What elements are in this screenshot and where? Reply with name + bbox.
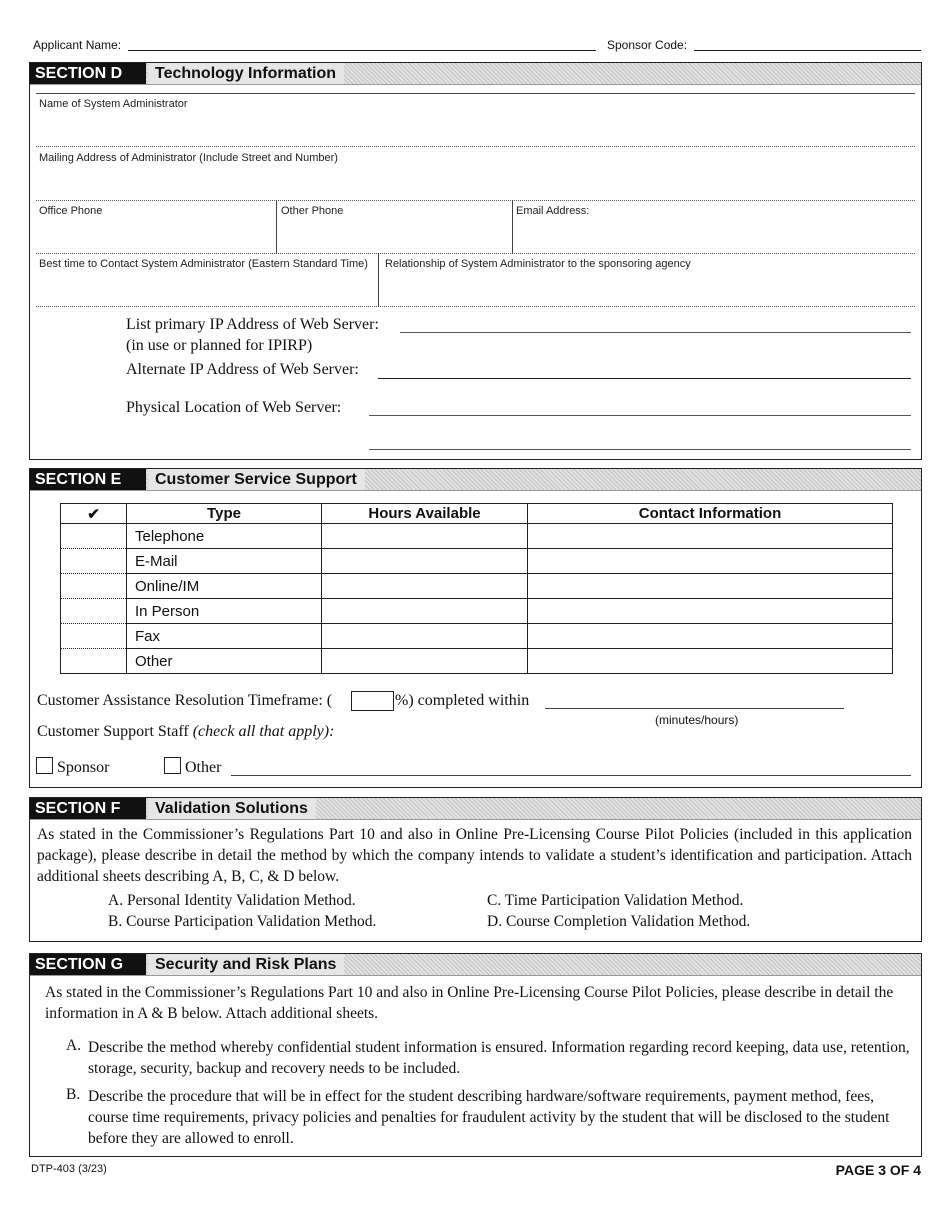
location-label: Physical Location of Web Server: (126, 399, 342, 416)
security-item-b: Describe the procedure that will be in effect for the student describing hardware/software requirements, payment method, fees, course time requirements, privacy policies and penalties for fraudulent activity by the student that will be disclosed to the student before they are allowed to enroll. (88, 1088, 890, 1147)
table-row (61, 574, 893, 599)
hours-cell[interactable] (322, 524, 528, 549)
section-d-header (30, 63, 921, 85)
section-e-header (30, 469, 921, 491)
row-checkbox-cell[interactable] (61, 574, 127, 599)
contact-column-header: Contact Information (528, 504, 893, 524)
timeframe-percent-box[interactable] (351, 691, 394, 711)
check-column-header: ✔ (61, 504, 127, 524)
row-checkbox-cell[interactable] (61, 549, 127, 574)
alternate-ip-field[interactable] (378, 378, 911, 379)
type-column-header: Type (127, 504, 322, 524)
table-row (61, 649, 893, 674)
table-row (61, 624, 893, 649)
contact-cell[interactable] (528, 624, 893, 649)
sponsor-option-label: Sponsor (57, 759, 110, 776)
validation-item-c: C. Time Participation Validation Method. (487, 892, 744, 909)
type-cell: Fax (127, 624, 322, 649)
timeframe-prefix: Customer Assistance Resolution Timeframe: ( (37, 692, 333, 709)
hours-column-header: Hours Available (322, 504, 528, 524)
contact-cell[interactable] (528, 599, 893, 624)
sponsor-option[interactable] (36, 757, 109, 777)
page-number: PAGE 3 OF 4 (835, 1162, 921, 1178)
type-cell: E-Mail (127, 549, 322, 574)
hours-cell[interactable] (322, 574, 528, 599)
applicant-name-field[interactable] (128, 50, 596, 51)
support-staff-note: (check all that apply): (192, 723, 335, 740)
hours-cell[interactable] (322, 649, 528, 674)
hours-cell[interactable] (322, 624, 528, 649)
section-g-code: SECTION G (30, 954, 146, 975)
sponsor-checkbox[interactable] (36, 757, 53, 774)
row-checkbox-cell[interactable] (61, 599, 127, 624)
other-option[interactable] (164, 757, 221, 777)
applicant-name-label: Applicant Name: (33, 38, 122, 52)
contact-cell[interactable] (528, 649, 893, 674)
mailing-address-label: Mailing Address of Administrator (Include Street and Number) (39, 152, 338, 164)
section-g-title: Security and Risk Plans (148, 954, 344, 975)
section-e-code: SECTION E (30, 469, 146, 490)
row-checkbox-cell[interactable] (61, 524, 127, 549)
location-field-line-1[interactable] (369, 415, 911, 416)
contact-cell[interactable] (528, 549, 893, 574)
section-f-header (30, 798, 921, 820)
timeframe-suffix: %) completed within (395, 692, 530, 709)
table-row (61, 549, 893, 574)
section-f-title: Validation Solutions (148, 798, 316, 819)
section-d-code: SECTION D (30, 63, 146, 84)
section-g-paragraph: As stated in the Commissioner’s Regulations Part 10 and also in Online Pre-Licensing Course Pilot Policies, please describe in detail the information in A & B below. Attach additional sheets. (45, 984, 894, 1022)
other-phone-field[interactable] (277, 219, 511, 252)
security-item-b-letter: B. (66, 1086, 81, 1103)
section-e-title: Customer Service Support (148, 469, 365, 490)
other-checkbox[interactable] (164, 757, 181, 774)
customer-service-table (60, 503, 893, 674)
validation-item-d: D. Course Completion Validation Method. (487, 913, 751, 930)
hours-cell[interactable] (322, 549, 528, 574)
table-row (61, 524, 893, 549)
timeframe-duration-field[interactable] (545, 708, 844, 709)
type-cell: In Person (127, 599, 322, 624)
admin-name-field[interactable] (36, 112, 915, 146)
timeframe-unit: (minutes/hours) (655, 713, 739, 727)
section-d-title: Technology Information (148, 63, 344, 84)
contact-cell[interactable] (528, 574, 893, 599)
form-id: DTP-403 (3/23) (31, 1163, 107, 1175)
row-checkbox-cell[interactable] (61, 649, 127, 674)
support-staff-label (37, 723, 334, 741)
other-phone-label: Other Phone (281, 205, 344, 217)
validation-item-b: B. Course Participation Validation Method. (108, 913, 377, 930)
validation-item-a: A. Personal Identity Validation Method. (108, 892, 356, 909)
sponsor-code-label: Sponsor Code: (607, 38, 688, 52)
office-phone-label: Office Phone (39, 205, 103, 217)
table-header-row (61, 504, 893, 524)
section-f-code: SECTION F (30, 798, 146, 819)
section-f-paragraph: As stated in the Commissioner’s Regulations Part 10 and also in Online Pre-Licensing Course Pilot Policies (included in this application package), please describe in detail the method by which the company intends to validate a student’s identification and participation. Attach additional sheets describing A, B, C, & D below. (37, 826, 912, 885)
hours-cell[interactable] (322, 599, 528, 624)
contact-cell[interactable] (528, 524, 893, 549)
table-row (61, 599, 893, 624)
type-cell: Telephone (127, 524, 322, 549)
best-time-field[interactable] (36, 272, 377, 306)
section-g-header (30, 954, 921, 976)
security-item-a: Describe the method whereby confidential student information is ensured. Information regarding record keeping, data use, retention, storage, security, backup and recovery needs to be included. (88, 1039, 910, 1077)
mailing-address-field[interactable] (36, 166, 915, 200)
other-specify-field[interactable] (231, 775, 911, 776)
type-cell: Other (127, 649, 322, 674)
type-cell: Online/IM (127, 574, 322, 599)
relationship-field[interactable] (380, 272, 913, 306)
primary-ip-note: (in use or planned for IPIRP) (126, 337, 313, 354)
alternate-ip-label: Alternate IP Address of Web Server: (126, 361, 359, 378)
admin-name-label: Name of System Administrator (39, 98, 188, 110)
sponsor-code-field[interactable] (694, 50, 921, 51)
email-label: Email Address: (516, 205, 590, 217)
primary-ip-field[interactable] (400, 332, 911, 333)
other-option-label: Other (185, 759, 222, 776)
office-phone-field[interactable] (36, 219, 275, 252)
primary-ip-label: List primary IP Address of Web Server: (126, 316, 379, 333)
security-item-a-letter: A. (66, 1037, 82, 1054)
row-checkbox-cell[interactable] (61, 624, 127, 649)
best-time-label: Best time to Contact System Administrator (Eastern Standard Time) (39, 258, 368, 270)
location-field-line-2[interactable] (369, 449, 911, 450)
email-field[interactable] (513, 219, 913, 252)
support-staff-text: Customer Support Staff (37, 723, 189, 740)
relationship-label: Relationship of System Administrator to the sponsoring agency (385, 258, 691, 270)
